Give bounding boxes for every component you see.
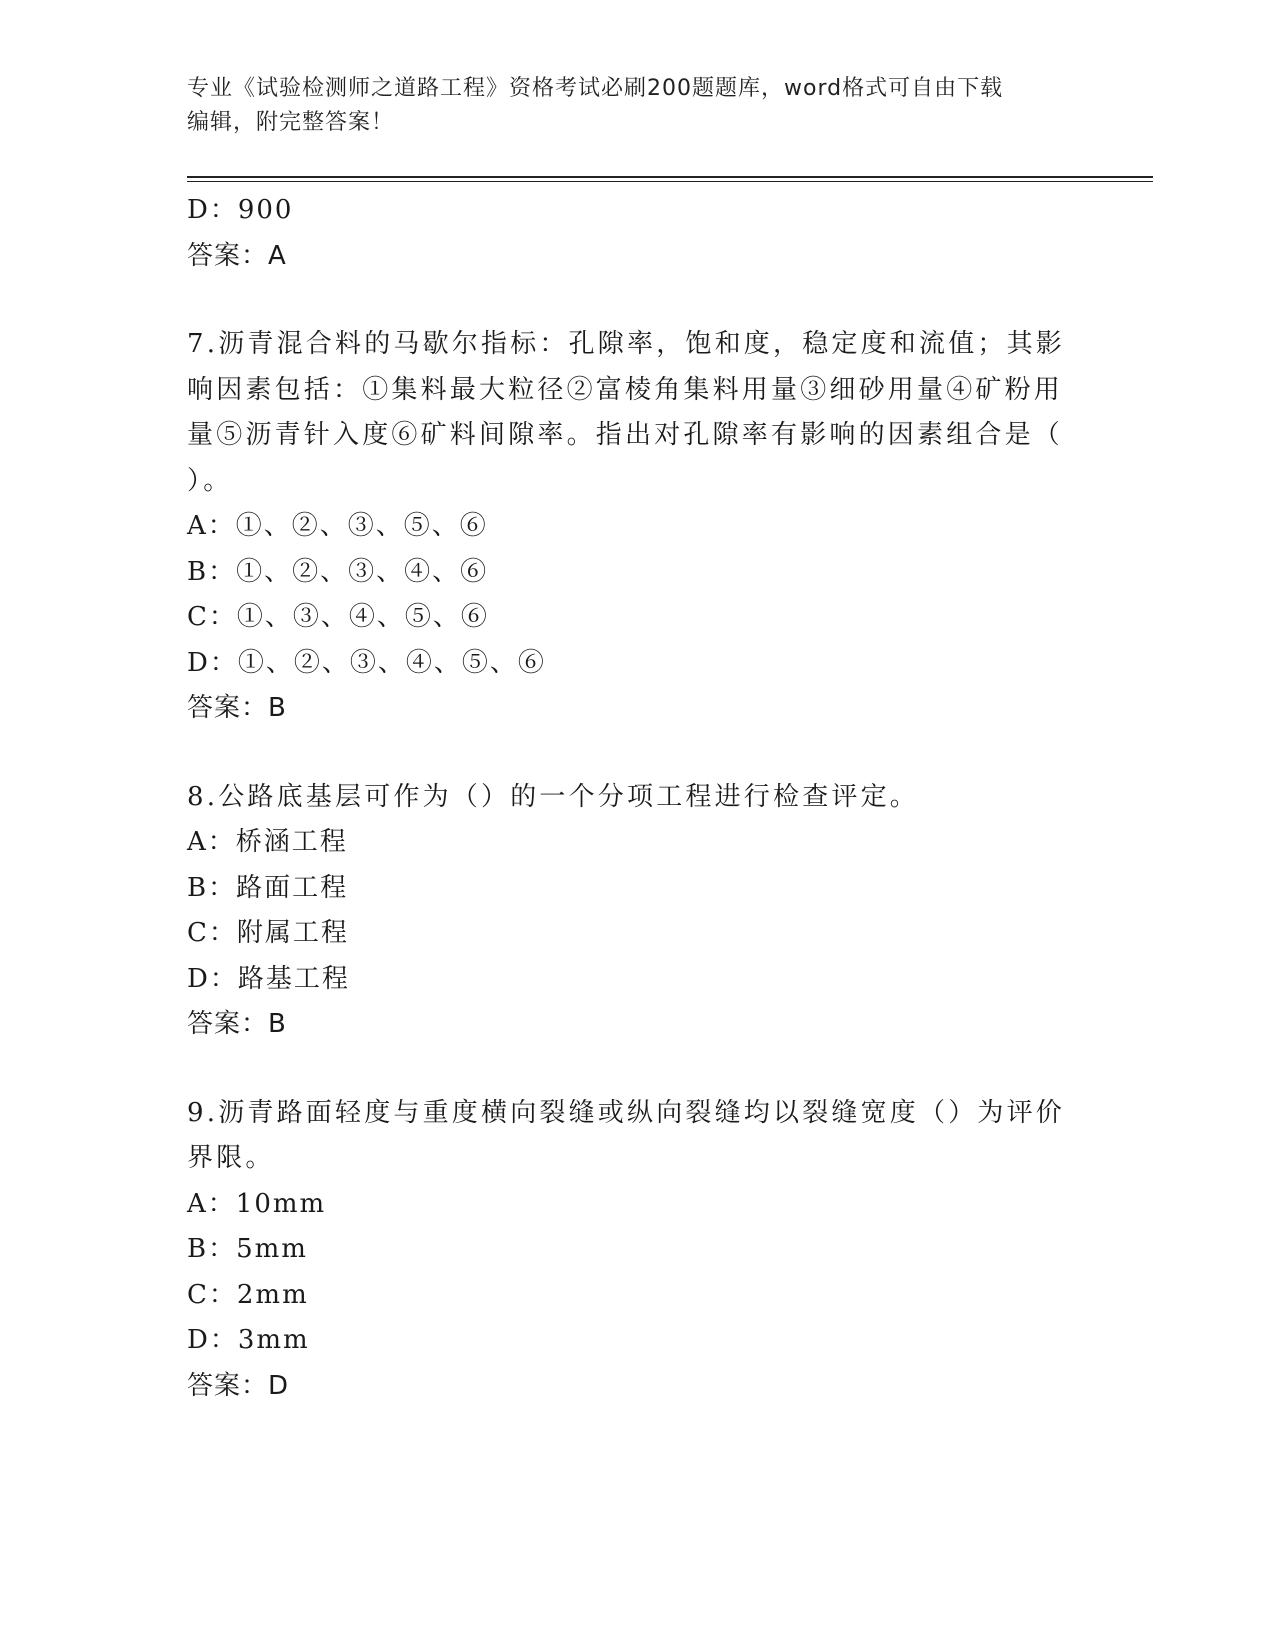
question-8 (187, 775, 1067, 1048)
question-stem-line: 9.沥青路面轻度与重度横向裂缝或纵向裂缝均以裂缝宽度（）为评价 (187, 1097, 1066, 1128)
option-b: B：5mm (187, 1234, 308, 1264)
option-b: B：①、②、③、④、⑥ (187, 556, 489, 587)
spacer (187, 732, 1067, 775)
question-stem-line: 响因素包括：①集料最大粒径②富棱角集料用量③细砂用量④矿粉用 (187, 374, 1064, 405)
option-a: A：桥涵工程 (187, 827, 348, 857)
option-d: D：3mm (187, 1325, 310, 1355)
question-7 (187, 322, 1067, 732)
option-c: C：①、③、④、⑤、⑥ (187, 602, 489, 632)
option-c: C：附属工程 (187, 918, 349, 948)
header-line-2: 编辑，附完整答案！ (187, 110, 395, 135)
answer-line: 答案：D (187, 1370, 290, 1401)
question-stem-line: 界限。 (187, 1143, 275, 1173)
option-d: D：路基工程 (187, 963, 350, 994)
spacer (187, 1048, 1067, 1091)
option-a: A：10mm (187, 1188, 327, 1219)
header-rule-thick (187, 176, 1153, 178)
previous-question-tail (187, 188, 1067, 279)
option-d: D：900 (187, 195, 294, 225)
question-stem-line: 量⑤沥青针入度⑥矿料间隙率。指出对孔隙率有影响的因素组合是（ (187, 420, 1064, 450)
question-stem-line: 7.沥青混合料的马歇尔指标：孔隙率，饱和度，稳定度和流值；其影 (187, 329, 1066, 359)
page-header (187, 72, 1067, 140)
answer-line: 答案：B (187, 693, 287, 723)
question-9 (187, 1091, 1067, 1410)
spacer (187, 279, 1067, 322)
option-b: B：路面工程 (187, 872, 349, 903)
option-c: C：2mm (187, 1279, 309, 1310)
question-stem-line: ）。 (187, 465, 233, 496)
answer-line: 答案：B (187, 1009, 287, 1039)
answer-line: 答案：A (187, 240, 287, 271)
header-line-1: 专业《试验检测师之道路工程》资格考试必刷200题题库，word格式可自由下载 (187, 76, 1004, 101)
option-a: A：①、②、③、⑤、⑥ (187, 511, 488, 541)
header-rule-thin (187, 181, 1153, 182)
document-body (187, 188, 1067, 1409)
option-d: D：①、②、③、④、⑤、⑥ (187, 647, 546, 678)
question-stem-line: 8.公路底基层可作为（）的一个分项工程进行检查评定。 (187, 781, 920, 812)
